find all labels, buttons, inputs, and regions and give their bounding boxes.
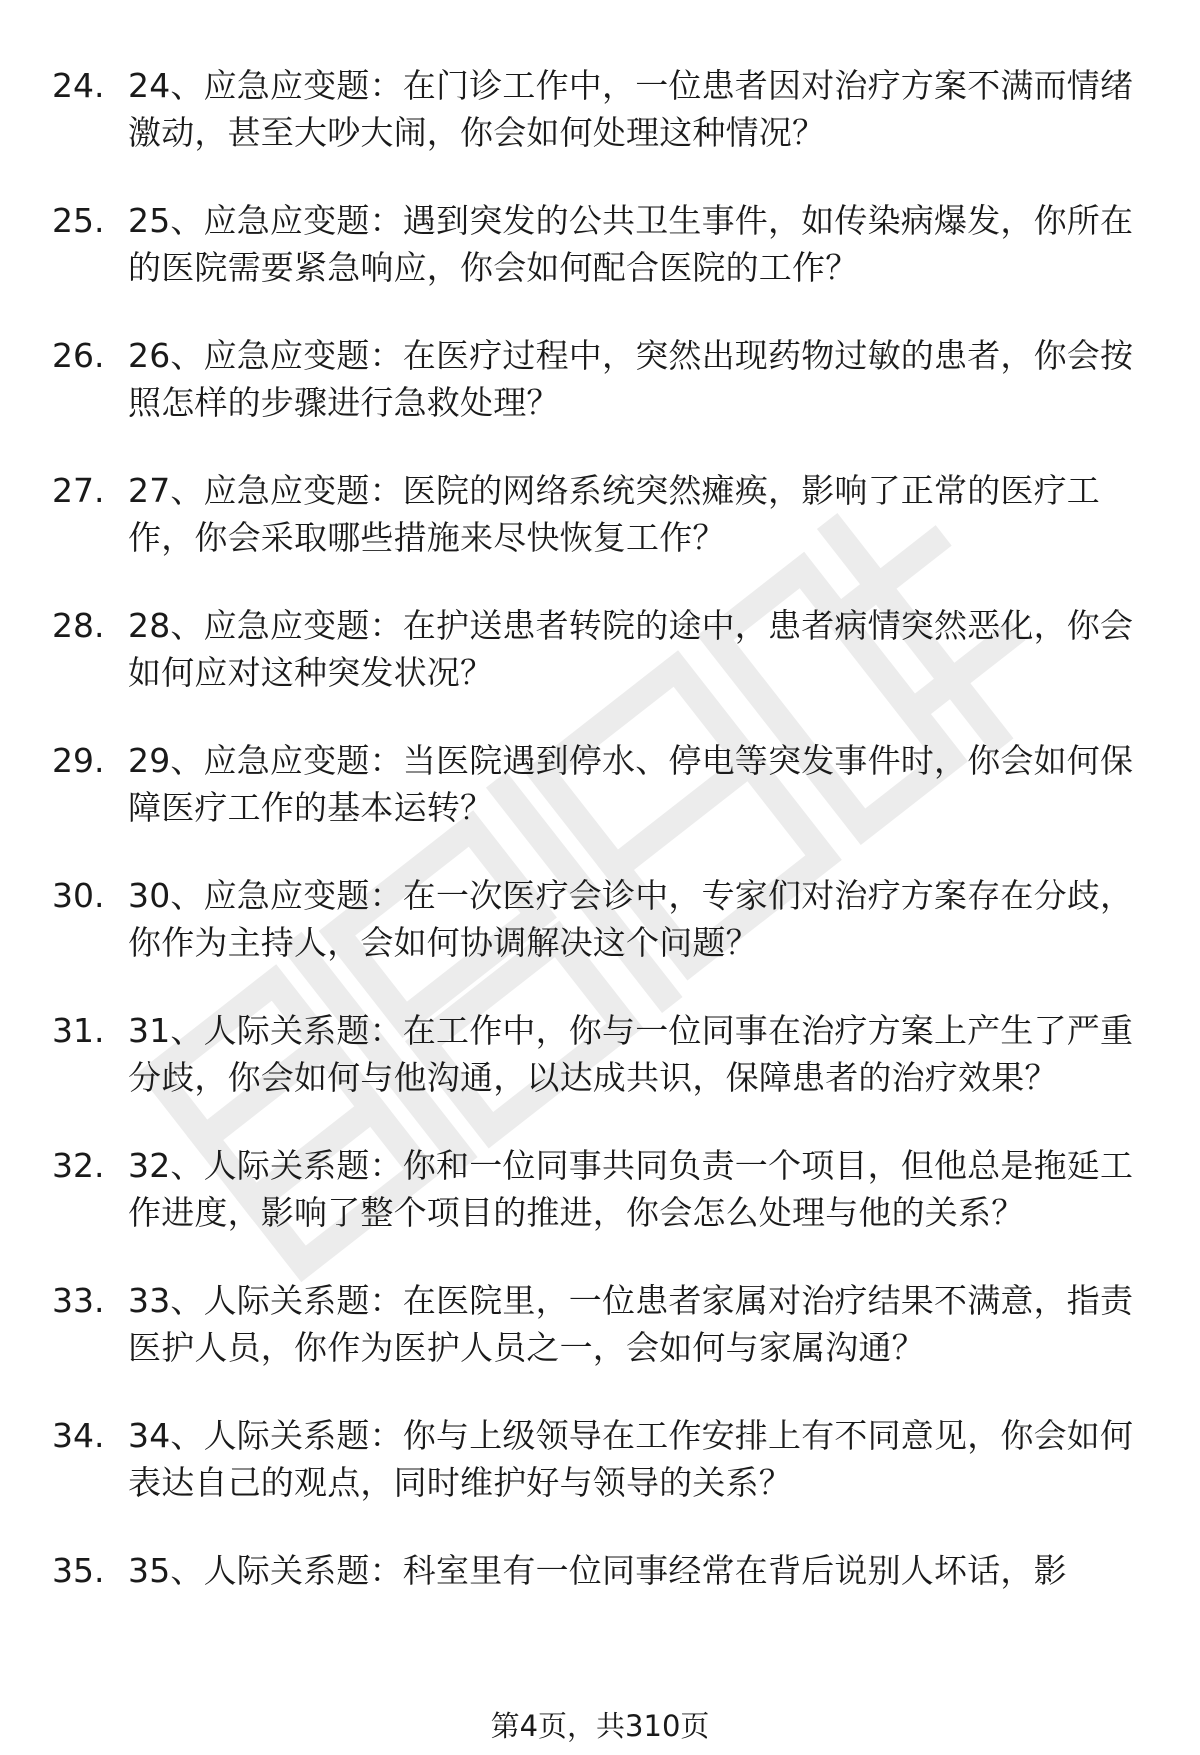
question-list (0, 62, 1200, 1635)
item-number: 24. (52, 66, 105, 105)
list-item (0, 1412, 1200, 1506)
item-number: 27. (52, 471, 105, 510)
item-number: 25. (52, 201, 105, 240)
item-number: 34. (52, 1416, 105, 1455)
question-text: 34、人际关系题：你与上级领导在工作安排上有不同意见，你会如何表达自己的观点，同时维护好与领导的关系？ (128, 1416, 1134, 1502)
question-text: 27、应急应变题：医院的网络系统突然瘫痪，影响了正常的医疗工作，你会采取哪些措施来尽快恢复工作？ (128, 471, 1100, 557)
page-footer: 第4页，共310页 (490, 1709, 710, 1743)
item-number: 29. (52, 741, 105, 780)
item-number: 32. (52, 1146, 105, 1185)
list-item (0, 197, 1200, 291)
question-text: 33、人际关系题：在医院里，一位患者家属对治疗结果不满意，指责医护人员，你作为医护人员之一，会如何与家属沟通？ (128, 1281, 1134, 1367)
item-number: 26. (52, 336, 105, 375)
list-item (0, 1142, 1200, 1236)
list-item (0, 1547, 1200, 1594)
item-number: 33. (52, 1281, 105, 1320)
list-item (0, 1277, 1200, 1371)
question-text: 28、应急应变题：在护送患者转院的途中，患者病情突然恶化，你会如何应对这种突发状况？ (128, 606, 1134, 692)
item-number: 35. (52, 1551, 105, 1590)
list-item (0, 1007, 1200, 1101)
question-text: 26、应急应变题：在医疗过程中，突然出现药物过敏的患者，你会按照怎样的步骤进行急救处理？ (128, 336, 1134, 422)
item-number: 28. (52, 606, 105, 645)
question-text: 25、应急应变题：遇到突发的公共卫生事件，如传染病爆发，你所在的医院需要紧急响应，你会如何配合医院的工作？ (128, 201, 1134, 287)
list-item (0, 872, 1200, 966)
list-item (0, 332, 1200, 426)
item-number: 30. (52, 876, 105, 915)
item-number: 31. (52, 1011, 105, 1050)
question-text: 32、人际关系题：你和一位同事共同负责一个项目，但他总是拖延工作进度，影响了整个项目的推进，你会怎么处理与他的关系？ (128, 1146, 1134, 1232)
question-text: 35、人际关系题：科室里有一位同事经常在背后说别人坏话，影 (128, 1551, 1067, 1590)
list-item (0, 62, 1200, 156)
list-item (0, 467, 1200, 561)
question-text: 30、应急应变题：在一次医疗会诊中，专家们对治疗方案存在分歧，你作为主持人，会如何协调解决这个问题？ (128, 876, 1134, 962)
list-item (0, 737, 1200, 831)
question-text: 24、应急应变题：在门诊工作中，一位患者因对治疗方案不满而情绪激动，甚至大吵大闹，你会如何处理这种情况？ (128, 66, 1134, 152)
question-text: 31、人际关系题：在工作中，你与一位同事在治疗方案上产生了严重分歧，你会如何与他沟通，以达成共识，保障患者的治疗效果？ (128, 1011, 1134, 1097)
list-item (0, 602, 1200, 696)
question-text: 29、应急应变题：当医院遇到停水、停电等突发事件时，你会如何保障医疗工作的基本运转？ (128, 741, 1134, 827)
